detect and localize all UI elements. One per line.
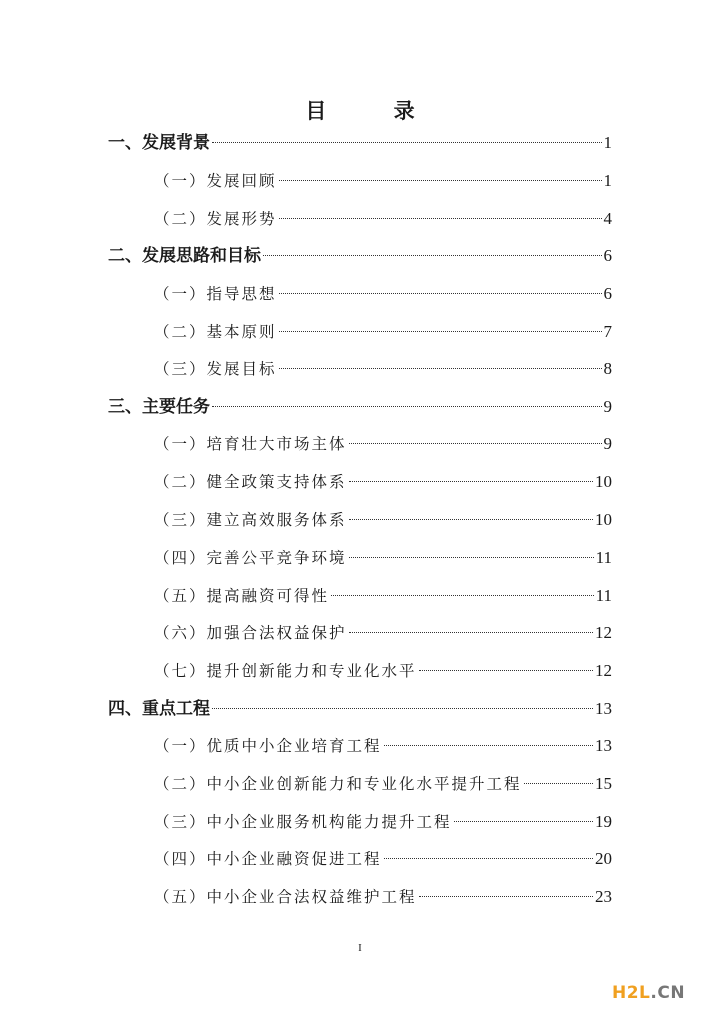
toc-dot-leader — [454, 821, 593, 822]
toc-entry-label: （二）发展形势 — [154, 210, 277, 228]
page-title: 目 录 — [305, 99, 445, 123]
toc-entry[interactable] — [154, 545, 612, 571]
toc-entry-label: （二）基本原则 — [154, 323, 277, 341]
toc-entry-page: 12 — [595, 623, 612, 642]
toc-entry[interactable] — [154, 771, 612, 797]
toc-entry[interactable] — [154, 469, 612, 495]
toc-entry[interactable] — [154, 281, 612, 307]
toc-entry-page: 8 — [603, 359, 612, 378]
toc-entry[interactable] — [154, 356, 612, 382]
toc-entry-page: 23 — [595, 887, 612, 906]
page-number: I — [358, 942, 362, 954]
toc-entry-label: （一）优质中小企业培育工程 — [154, 737, 382, 755]
toc-dot-leader — [349, 519, 593, 520]
toc-entry[interactable] — [154, 846, 612, 872]
toc-entry[interactable] — [154, 507, 612, 533]
toc-entry-page: 13 — [595, 736, 612, 755]
toc-entry[interactable] — [154, 431, 612, 457]
toc-dot-leader — [212, 142, 602, 143]
toc-dot-leader — [384, 745, 593, 746]
toc-dot-leader — [279, 331, 602, 332]
toc-entry-page: 9 — [603, 434, 612, 453]
toc-entry[interactable] — [154, 884, 612, 910]
toc-entry[interactable] — [154, 206, 612, 232]
toc-entry-page: 1 — [603, 133, 612, 152]
toc-dot-leader — [349, 557, 594, 558]
toc-entry-page: 19 — [595, 812, 612, 831]
toc-dot-leader — [279, 218, 602, 219]
toc-dot-leader — [384, 858, 593, 859]
toc-entry[interactable] — [154, 620, 612, 646]
toc-dot-leader — [279, 180, 602, 181]
toc-entry-page: 9 — [603, 397, 612, 416]
toc-entry[interactable] — [154, 583, 612, 609]
toc-entry[interactable] — [154, 168, 612, 194]
toc-dot-leader — [349, 632, 593, 633]
watermark-part-2: .CN — [650, 983, 686, 1003]
toc-entry-label: （二）健全政策支持体系 — [154, 473, 347, 491]
toc-entry-label: （五）中小企业合法权益维护工程 — [154, 888, 417, 906]
toc-entry-page: 13 — [595, 699, 612, 718]
toc-entry[interactable] — [154, 658, 612, 684]
toc-entry-label: （六）加强合法权益保护 — [154, 624, 347, 642]
toc-entry-page: 10 — [595, 472, 612, 491]
toc-dot-leader — [212, 406, 602, 407]
watermark-logo — [612, 983, 685, 1003]
toc-entry-page: 1 — [603, 171, 612, 190]
toc-dot-leader — [331, 595, 594, 596]
toc-dot-leader — [349, 443, 602, 444]
toc-entry[interactable] — [108, 243, 612, 269]
toc-entry-label: 一、发展背景 — [108, 133, 210, 153]
toc-entry-page: 6 — [603, 246, 612, 265]
toc-entry[interactable] — [154, 319, 612, 345]
toc-entry-page: 11 — [595, 548, 612, 567]
toc-dot-leader — [419, 896, 593, 897]
toc-entry-label: （四）完善公平竞争环境 — [154, 549, 347, 567]
toc-entry[interactable] — [108, 696, 612, 722]
toc-dot-leader — [212, 708, 593, 709]
toc-entry-page: 6 — [603, 284, 612, 303]
toc-entry-label: 四、重点工程 — [108, 699, 210, 719]
toc-dot-leader — [349, 481, 593, 482]
toc-dot-leader — [524, 783, 593, 784]
toc-entry-label: （五）提高融资可得性 — [154, 587, 330, 605]
watermark-part-1: H2L — [612, 983, 651, 1003]
toc-entry-page: 7 — [603, 322, 612, 341]
toc-entry-page: 10 — [595, 510, 612, 529]
toc-dot-leader — [279, 293, 602, 294]
toc-entry-page: 15 — [595, 774, 612, 793]
toc-dot-leader — [263, 255, 602, 256]
toc-entry-label: （三）建立高效服务体系 — [154, 511, 347, 529]
toc-entry-label: 二、发展思路和目标 — [108, 246, 261, 266]
toc-entry-page: 12 — [595, 661, 612, 680]
toc-entry-label: （三）中小企业服务机构能力提升工程 — [154, 813, 452, 831]
toc-entry-page: 4 — [603, 209, 612, 228]
toc-entry[interactable] — [108, 130, 612, 156]
toc-entry-label: （二）中小企业创新能力和专业化水平提升工程 — [154, 775, 522, 793]
toc-entry-label: （一）发展回顾 — [154, 172, 277, 190]
toc-entry[interactable] — [154, 733, 612, 759]
toc-entry-label: （七）提升创新能力和专业化水平 — [154, 662, 417, 680]
toc-entry[interactable] — [108, 394, 612, 420]
toc-entry-page: 20 — [595, 849, 612, 868]
toc-entry-page: 11 — [595, 586, 612, 605]
toc-dot-leader — [419, 670, 593, 671]
toc-dot-leader — [279, 368, 602, 369]
toc-entry-label: （一）指导思想 — [154, 285, 277, 303]
toc-entry-label: （一）培育壮大市场主体 — [154, 435, 347, 453]
toc-entry-label: 三、主要任务 — [108, 397, 210, 417]
toc-entry-label: （四）中小企业融资促进工程 — [154, 850, 382, 868]
toc-entry-label: （三）发展目标 — [154, 360, 277, 378]
toc-entry[interactable] — [154, 809, 612, 835]
